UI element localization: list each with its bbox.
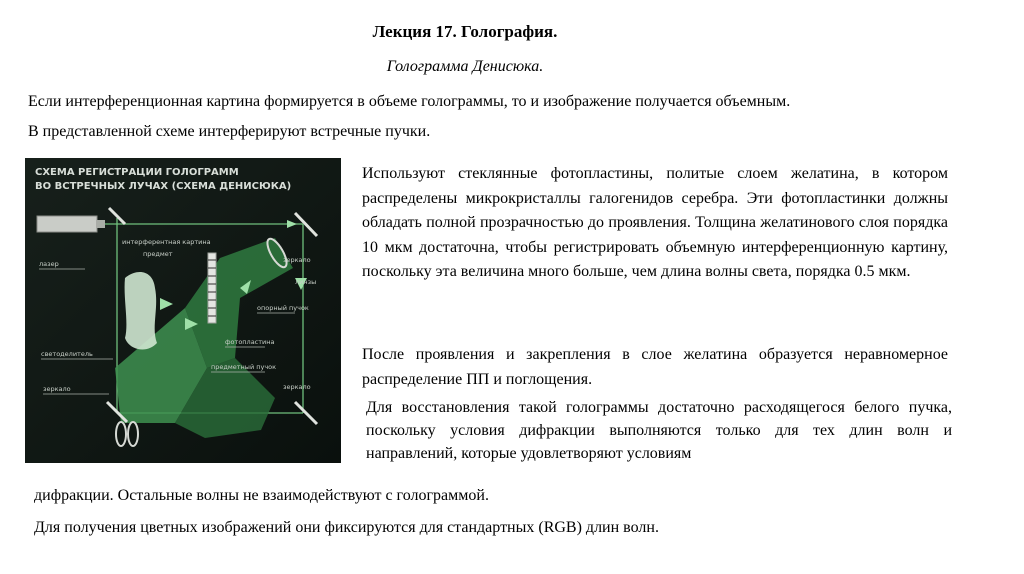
label-object: предмет: [143, 250, 173, 258]
object-bust: [125, 272, 157, 349]
laser-nozzle: [97, 220, 105, 228]
label-reference-beam: опорный пучок: [257, 304, 309, 312]
scheme-diagram: [25, 158, 341, 463]
label-interference: интерферентная картина: [122, 238, 211, 246]
laser-device: [37, 216, 97, 232]
paragraph-reconstruction: Для восстановления такой голограммы достаточно расходящегося белого пучка, поскольку условия дифракции выполняются только для тех длин волн и направлений, которые удовлетворяют условиям: [366, 399, 952, 462]
label-photoplate: фотопластина: [225, 338, 275, 346]
paragraph-development: После проявления и закрепления в слое желатина образуется неравномерное распределение ПП и поглощения.: [362, 346, 948, 388]
label-beam-splitter: светоделитель: [41, 350, 93, 358]
denisyuk-scheme-figure: [25, 158, 341, 463]
page-subtitle: Голограмма Денисюка.: [386, 58, 544, 75]
label-mirror-left: зеркало: [43, 385, 71, 393]
intro-line-1: Если интерференционная картина формируется в объеме голограммы, то и изображение получается объемным.: [28, 93, 791, 110]
figure-title-line-2: ВО ВСТРЕЧНЫХ ЛУЧАХ (СХЕМА ДЕНИСЮКА): [35, 181, 292, 192]
label-mirror-right: зеркало: [283, 383, 311, 391]
figure-title-line-1: СХЕМА РЕГИСТРАЦИИ ГОЛОГРАММ: [35, 167, 239, 178]
page-title: Лекция 17. Голография.: [372, 22, 558, 41]
footer-line-2: Для получения цветных изображений они фиксируются для стандартных (RGB) длин волн.: [34, 519, 659, 536]
label-lens: линзы: [295, 278, 317, 286]
label-object-beam: предметный пучок: [211, 363, 277, 371]
photoplate: [208, 253, 216, 323]
intro-line-2: В представленной схеме интерферируют встречные пучки.: [28, 123, 431, 140]
label-mirror-top: зеркало: [283, 256, 311, 264]
paragraph-photoplates: Используют стеклянные фотопластины, политые слоем желатина, в котором распределены микрокристаллы галогенидов серебра. Эти фотопластинки должны обладать полной прозрачностью до проявления. Толщина желатинового слоя порядка 10 мкм достаточна, чтобы регистрировать объемную интерференционную картину, поскольку эта величина много больше, чем длина волны света, порядка 0.5 мкм.: [362, 165, 948, 280]
footer-line-1: дифракции. Остальные волны не взаимодействуют с голограммой.: [34, 487, 489, 504]
label-laser: лазер: [39, 260, 59, 268]
